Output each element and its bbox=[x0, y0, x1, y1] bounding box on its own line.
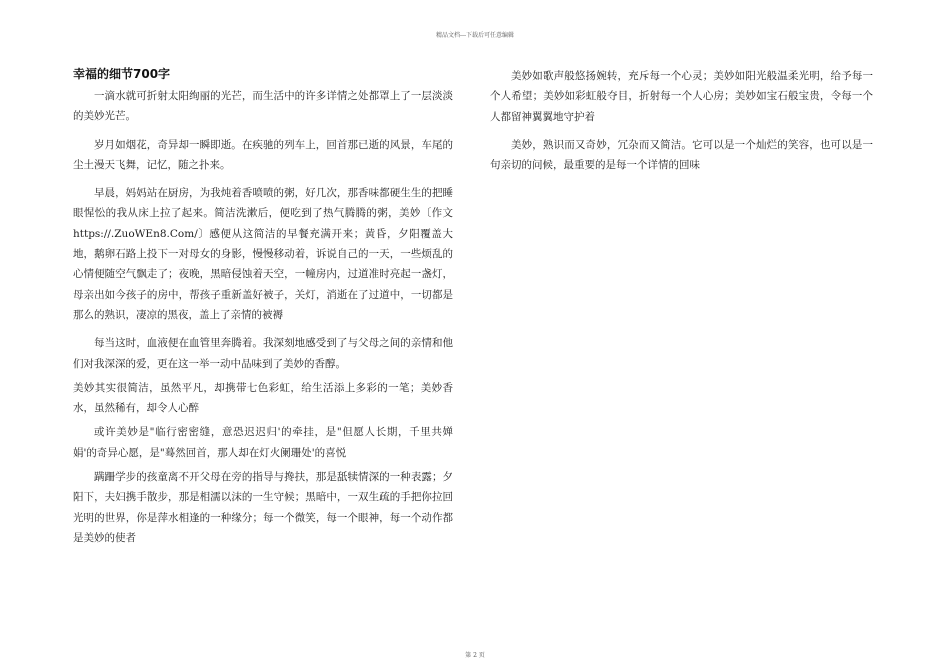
paragraph: 早晨，妈妈站在厨房，为我炖着香喷喷的粥，好几次，那香味都硬生生的把睡眼惺忪的我从床上拉了起来。简洁洗漱后，便吃到了热气腾腾的粥，美妙〔作文https://.ZuoWEn8.Com/〕感便从这简洁的早餐充满开来；黄昏，夕阳覆盖大地，鹅卵石路上投下一对母女的身影，慢慢移动着，诉说自己的一天，一些烦乱的心情便随空气飘走了；夜晚，黑暗侵蚀着天空，一幢房内，过道准时亮起一盏灯，母亲出如今孩子的房中，帮孩子重新盖好被子，关灯，消逝在了过道中，一切都是那么的熟识，凄凉的黑夜，盖上了亲情的被褥 bbox=[73, 187, 453, 321]
paragraph: 或许美妙是"临行密密缝，意恐迟迟归'的牵挂，是"但愿人长期，千里共婵娟'的奇异心愿，是"蓦然回首，那人却在灯火阑珊处'的喜悦 bbox=[73, 426, 453, 459]
page-header: 精品文档---下载后可任意编辑 bbox=[435, 32, 515, 39]
paragraph: 每当这时，血液便在血管里奔腾着。我深刻地感受到了与父母之间的亲情和他们对我深深的爱，更在这一举一动中品味到了美妙的香醇。 bbox=[73, 337, 453, 370]
paragraph: 美妙其实很简洁，虽然平凡，却携带七色彩虹，给生活添上多彩的一笔；美妙香水，虽然稀有，却令人心醉 bbox=[73, 381, 453, 415]
left-column bbox=[73, 66, 453, 548]
paragraph: 美妙如歌声般悠扬婉转，充斥每一个心灵；美妙如阳光般温柔光明，给予每一个人希望；美妙如彩虹般夺目，折射每一个人心房；美妙如宝石般宝贵，令每一个人都留神翼翼地守护着 bbox=[490, 70, 873, 123]
right-column bbox=[490, 66, 873, 175]
paragraph: 美妙，熟识而又奇妙，冗杂而又简洁。它可以是一个灿烂的笑容，也可以是一句亲切的问候，最重要的是每一个详情的回味 bbox=[490, 138, 873, 172]
page-number: 第 2 页 bbox=[465, 652, 485, 659]
paragraph: 蹒跚学步的孩童离不开父母在旁的指导与搀扶，那是舐犊情深的一种表露；夕阳下，夫妇携手散步，那是相濡以沫的一生守候；黑暗中，一双生疏的手把你拉回光明的世界，你是萍水相逢的一种缘分；每一个微笑，每一个眼神，每一个动作都是美妙的使者 bbox=[73, 471, 453, 544]
article-title: 幸福的细节700字 bbox=[73, 67, 171, 81]
paragraph: 一滴水就可折射太阳绚丽的光芒，而生活中的许多详情之处都罩上了一层淡淡的美妙光芒。 bbox=[73, 90, 453, 123]
paragraph: 岁月如烟花，奇异却一瞬即逝。在疾驰的列车上，回首那已逝的风景，车尾的尘土漫天飞舞，记忆，随之扑来。 bbox=[73, 138, 453, 171]
